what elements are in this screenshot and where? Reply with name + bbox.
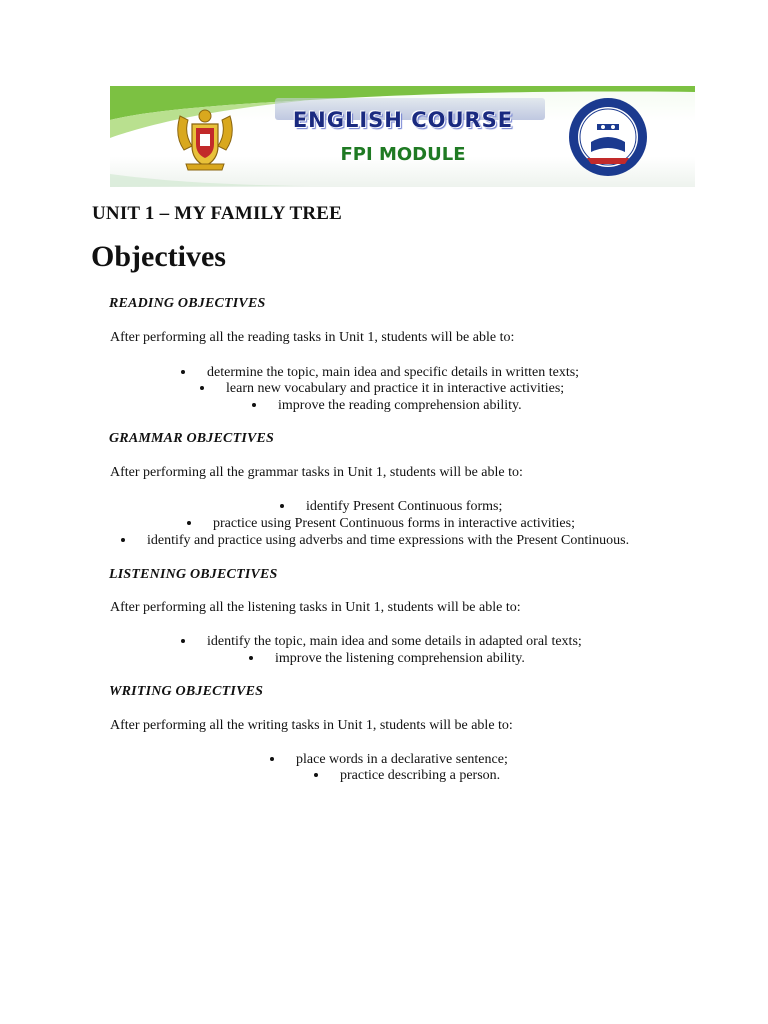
reading-objectives-heading: READING OBJECTIVES xyxy=(109,296,266,311)
bullet-icon xyxy=(270,757,274,761)
unit-title: UNIT 1 – MY FAMILY TREE xyxy=(92,203,343,224)
listening-objectives-heading: LISTENING OBJECTIVES xyxy=(109,567,278,582)
list-item xyxy=(270,752,508,768)
military-crest-logo xyxy=(172,106,238,174)
bullet-icon xyxy=(181,370,185,374)
writing-objectives-heading: WRITING OBJECTIVES xyxy=(109,684,264,699)
list-item xyxy=(252,398,522,414)
bullet-icon xyxy=(121,538,125,542)
list-item xyxy=(181,365,579,381)
list-item xyxy=(121,533,629,549)
bullet-icon xyxy=(280,504,284,508)
list-item xyxy=(200,381,564,397)
objectives-heading: Objectives xyxy=(91,240,226,273)
listening-intro: After performing all the listening tasks in Unit 1, students will be able to: xyxy=(110,600,521,615)
list-item-text: place words in a declarative sentence; xyxy=(296,752,508,767)
reading-intro: After performing all the reading tasks in Unit 1, students will be able to: xyxy=(110,330,515,345)
grammar-objectives-heading: GRAMMAR OBJECTIVES xyxy=(109,431,275,446)
bullet-icon xyxy=(200,386,204,390)
list-item-text: determine the topic, main idea and specific details in written texts; xyxy=(207,365,580,380)
list-item-text: identify the topic, main idea and some details in adapted oral texts; xyxy=(207,634,582,649)
list-item-text: improve the listening comprehension ability. xyxy=(275,651,525,666)
bullet-icon xyxy=(187,521,191,525)
bullet-icon xyxy=(249,656,253,660)
list-item xyxy=(314,768,500,784)
bullet-icon xyxy=(314,773,318,777)
list-item-text: learn new vocabulary and practice it in interactive activities; xyxy=(226,381,565,396)
list-item xyxy=(280,499,502,515)
list-item-text: practice describing a person. xyxy=(340,768,501,783)
writing-intro: After performing all the writing tasks in Unit 1, students will be able to: xyxy=(110,718,513,733)
course-banner xyxy=(110,86,695,187)
bullet-icon xyxy=(252,403,256,407)
grammar-intro: After performing all the grammar tasks in Unit 1, students will be able to: xyxy=(110,465,523,480)
academy-seal-logo xyxy=(567,96,649,178)
list-item-text: practice using Present Continuous forms in interactive activities; xyxy=(213,516,575,531)
list-item xyxy=(249,651,525,667)
list-item xyxy=(187,516,575,532)
banner-subtitle: FPI MODULE xyxy=(340,144,466,165)
list-item-text: identify and practice using adverbs and time expressions with the Present Continuous. xyxy=(147,533,630,548)
bullet-icon xyxy=(181,639,185,643)
banner-title: ENGLISH COURSE xyxy=(292,108,514,132)
list-item-text: identify Present Continuous forms; xyxy=(306,499,503,514)
list-item-text: improve the reading comprehension ability. xyxy=(278,398,522,413)
list-item xyxy=(181,634,582,650)
